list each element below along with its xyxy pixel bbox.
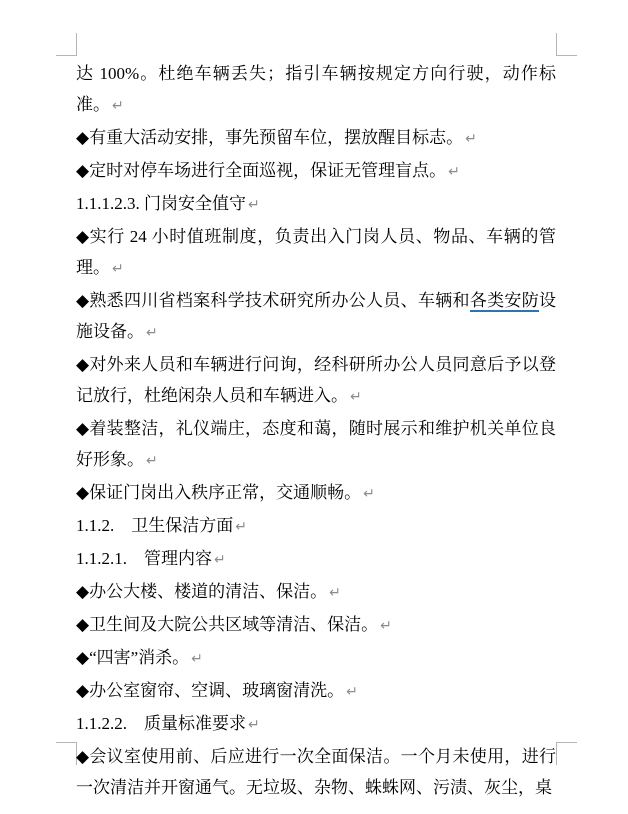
paragraph-mark-icon: ↵ <box>465 131 477 147</box>
paragraph-body[interactable] <box>76 58 556 122</box>
document-text-area[interactable] <box>76 58 556 803</box>
paragraph-mark-icon: ↵ <box>248 717 260 733</box>
paragraph-mark-icon: ↵ <box>146 325 158 341</box>
paragraph-bullet[interactable] <box>76 155 556 188</box>
text-run: ◆定时对停车场进行全面巡视，保证无管理盲点。 <box>76 161 447 180</box>
paragraph-mark-icon: ↵ <box>112 261 124 277</box>
paragraph-mark-icon: ↵ <box>235 519 247 535</box>
paragraph-mark-icon: ↵ <box>380 618 392 634</box>
text-run: ◆有重大活动安排，事先预留车位，摆放醒目标志。 <box>76 128 464 147</box>
text-run: ◆熟悉四川省档案科学技术研究所办公人员、车辆和 <box>76 291 470 310</box>
paragraph-mark-icon: ↵ <box>248 197 260 213</box>
text-run: 1.1.1.2.3. 门岗安全值守 <box>76 194 246 213</box>
text-run: ◆实行 24 小时值班制度，负责出入门岗人员、物品、车辆的管理。 <box>76 227 556 277</box>
paragraph-mark-icon: ↵ <box>146 453 158 469</box>
paragraph-mark-icon: ↵ <box>112 98 124 114</box>
paragraph-heading[interactable] <box>76 708 556 741</box>
paragraph-bullet[interactable] <box>76 576 556 609</box>
text-run: 设施设备。 <box>76 291 557 341</box>
paragraph-mark-icon: ↵ <box>191 651 203 667</box>
crop-mark-top-left-icon <box>56 33 77 56</box>
text-run: 1.1.2.1. 管理内容 <box>76 549 212 568</box>
paragraph-bullet[interactable] <box>76 477 556 510</box>
text-run: ◆办公大楼、楼道的清洁、保洁。 <box>76 582 328 601</box>
paragraph-mark-icon: ↵ <box>350 389 362 405</box>
text-run: 1.1.2.2. 质量标准要求 <box>76 714 246 733</box>
paragraph-mark-icon: ↵ <box>329 585 341 601</box>
paragraph-bullet[interactable] <box>76 285 556 349</box>
text-run: 达 100%。杜绝车辆丢失；指引车辆按规定方向行驶，动作标准。 <box>76 64 556 114</box>
paragraph-mark-icon: ↵ <box>363 486 375 502</box>
paragraph-mark-icon: ↵ <box>448 164 460 180</box>
paragraph-bullet[interactable] <box>76 675 556 708</box>
text-run: ◆“四害”消杀。 <box>76 648 190 667</box>
paragraph-heading[interactable] <box>76 543 556 576</box>
paragraph-bullet[interactable] <box>76 122 556 155</box>
paragraph-bullet[interactable] <box>76 413 556 477</box>
text-run: ◆对外来人员和车辆进行问询，经科研所办公人员同意后予以登记放行，杜绝闲杂人员和车辆进入。 <box>76 355 556 405</box>
crop-mark-bottom-right-icon <box>556 742 577 765</box>
underlined-text-run: 各类安防 <box>469 291 540 310</box>
paragraph-bullet[interactable] <box>76 221 556 285</box>
text-run: ◆办公室窗帘、空调、玻璃窗清洗。 <box>76 681 345 700</box>
paragraph-heading[interactable] <box>76 510 556 543</box>
text-run: ◆卫生间及大院公共区域等清洁、保洁。 <box>76 615 379 634</box>
paragraph-bullet[interactable] <box>76 642 556 675</box>
crop-mark-bottom-left-icon <box>56 742 77 765</box>
crop-mark-top-right-icon <box>556 33 577 56</box>
text-run: ◆保证门岗出入秩序正常，交通顺畅。 <box>76 483 362 502</box>
paragraph-bullet[interactable] <box>76 609 556 642</box>
paragraph-bullet[interactable] <box>76 349 556 413</box>
paragraph-heading[interactable] <box>76 188 556 221</box>
paragraph-mark-icon: ↵ <box>346 684 358 700</box>
paragraph-bullet[interactable] <box>76 741 556 803</box>
text-run: ◆着装整洁，礼仪端庄，态度和蔼，随时展示和维护机关单位良好形象。 <box>76 419 556 469</box>
text-run: ◆会议室使用前、后应进行一次全面保洁。一个月未使用，进行一次清洁并开窗通气。无垃圾、杂物、蛛蛛网、污渍、灰尘，桌 <box>76 747 556 797</box>
paragraph-mark-icon: ↵ <box>214 552 226 568</box>
text-run: 1.1.2. 卫生保洁方面 <box>76 516 234 535</box>
